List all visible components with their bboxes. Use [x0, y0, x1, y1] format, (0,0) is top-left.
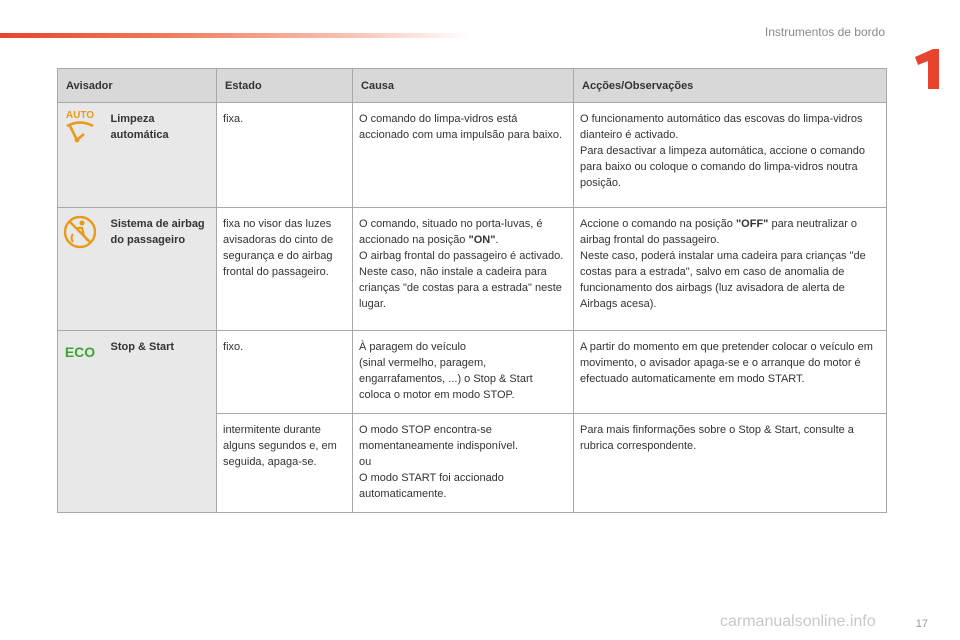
column-header-avisador: Avisador	[58, 69, 217, 103]
avisador-name: Stop & Start	[104, 331, 217, 513]
estado-cell: fixo.	[217, 331, 353, 414]
chapter-number	[909, 45, 949, 93]
watermark: carmanualsonline.info	[720, 613, 876, 630]
passenger-airbag-off-icon	[61, 214, 99, 250]
table-header-row	[58, 69, 887, 103]
column-header-accoes: Acções/Observações	[574, 69, 887, 103]
icon-cell	[58, 208, 104, 331]
causa-cell: O modo STOP encontra-se momentaneamente indisponível. ou O modo START foi accionado automaticamente.	[353, 414, 574, 513]
svg-text:ECO: ECO	[64, 344, 96, 360]
causa-cell: O comando, situado no porta-luvas, é accionado na posição "ON". O airbag frontal do passageiro é activado. Neste caso, não instale a cadeira para crianças "de costas para a estrada" neste lugar.	[353, 208, 574, 331]
accoes-cell: Para mais finformações sobre o Stop & Start, consulte a rubrica correspondente.	[574, 414, 887, 513]
accoes-cell: A partir do momento em que pretender colocar o veículo em movimento, o avisador apaga-se e o arranque do motor é efectuado automaticamente em modo START.	[574, 331, 887, 414]
estado-cell: fixa no visor das luzes avisadoras do cinto de segurança e do airbag frontal do passageiro.	[217, 208, 353, 331]
header-accent-bar	[0, 33, 470, 38]
page-header-title: Instrumentos de bordo	[764, 25, 885, 39]
avisador-name: Sistema de airbag do passageiro	[104, 208, 217, 331]
table-row	[58, 208, 887, 331]
column-header-causa: Causa	[353, 69, 574, 103]
causa-cell: O comando do limpa-vidros está accionado com uma impulsão para baixo.	[353, 103, 574, 208]
eco-icon	[61, 337, 99, 373]
page-number: 17	[915, 618, 928, 630]
icon-cell	[58, 103, 104, 208]
svg-text:AUTO: AUTO	[65, 110, 95, 121]
column-header-estado: Estado	[217, 69, 353, 103]
estado-cell: intermitente durante alguns segundos e, em seguida, apaga-se.	[217, 414, 353, 513]
icon-cell	[58, 331, 104, 513]
avisador-name: Limpeza automática	[104, 103, 217, 208]
accoes-cell: Accione o comando na posição "OFF" para neutralizar o airbag frontal do passageiro. Neste caso, poderá instalar uma cadeira para crianças "de costas para a estrada", salvo em caso de anomalia de funcionamento dos airbags (luz avisadora de alerta de Airbags acesa).	[574, 208, 887, 331]
table-row	[58, 331, 887, 414]
causa-cell: À paragem do veículo (sinal vermelho, paragem, engarrafamentos, ...) o Stop & Start coloca o motor em modo STOP.	[353, 331, 574, 414]
table-row	[58, 103, 887, 208]
warning-lights-table	[57, 68, 887, 513]
estado-cell: fixa.	[217, 103, 353, 208]
accoes-cell: O funcionamento automático das escovas do limpa-vidros dianteiro é activado. Para desactivar a limpeza automática, accione o comando para baixo ou coloque o comando do limpa-vidros noutra posição.	[574, 103, 887, 208]
auto-wiper-icon	[61, 109, 99, 145]
